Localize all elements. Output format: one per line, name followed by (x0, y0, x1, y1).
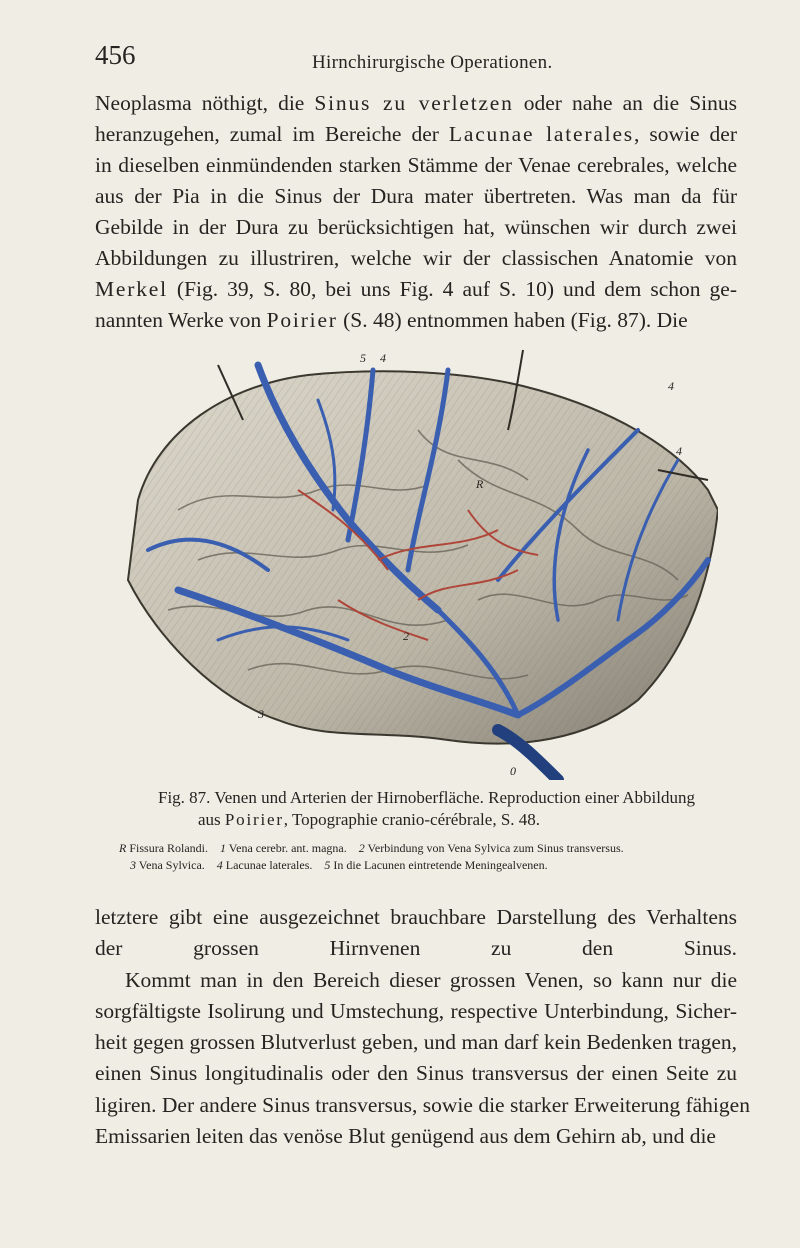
label-R: R (476, 477, 484, 491)
paragraph-bottom (95, 902, 750, 1152)
figure-caption (118, 787, 738, 831)
text-line: der grossen Hirnvenen zu den Sinus. (95, 936, 737, 961)
brain-veins-figure (118, 340, 718, 780)
label-5: 5 (360, 351, 366, 365)
legend-item: 3 Vena Sylvica. (130, 858, 205, 872)
text-line: in dieselben einmündenden starken Stämme der Venae cerebrales, welche (95, 153, 737, 177)
text-line: heranzugehen, zumal im Bereiche der Lacunae laterales, sowie der (95, 122, 737, 146)
legend-row-1 (118, 840, 768, 857)
text-line: heit gegen grossen Blutverlust geben, und man darf kein Bedenken tragen, (95, 1030, 737, 1055)
figure-legend (118, 840, 768, 874)
caption-title: Fig. 87. Venen und Arterien der Hirnoberfläche. Reproduction einer Abbildung (158, 788, 695, 807)
paragraph-top (95, 88, 737, 336)
legend-item: 4 Lacunae laterales. (216, 858, 313, 872)
text-line: Kommt man in den Bereich dieser grossen Venen, so kann nur die (125, 967, 737, 992)
brain-outline (128, 371, 718, 743)
text-line: aus der Pia in die Sinus der Dura mater übertreten. Was man da für (95, 184, 737, 208)
legend-item: 5 In die Lacunen eintretende Meningealvenen. (324, 858, 548, 872)
text-line: Neoplasma nöthigt, die Sinus zu verletzen oder nahe an die Sinus (95, 91, 737, 115)
legend-item: 2 Verbindung von Vena Sylvica zum Sinus transversus. (358, 841, 624, 855)
text-line: einen Sinus longitudinalis oder den Sinus transversus der einen Seite zu (95, 1061, 737, 1086)
label-4-far-right: 4 (676, 444, 682, 458)
running-title: Hirnchirurgische Operationen. (312, 52, 553, 73)
text-line: Abbildungen zu illustriren, welche wir der classischen Anatomie von (95, 246, 737, 270)
page-number: 456 (95, 40, 136, 70)
legend-row-2 (118, 857, 768, 874)
caption-source: aus Poirier, Topographie cranio-cérébrale, S. 48. (198, 810, 541, 829)
text-line: sorgfältigste Isolirung und Umstechung, respective Unterbindung, Sicher- (95, 998, 737, 1023)
text-line: letztere gibt eine ausgezeichnet brauchbare Darstellung des Verhaltens (95, 905, 737, 929)
text-line: Emissarien leiten das venöse Blut genügend aus dem Gehirn ab, und die (95, 1124, 716, 1149)
text-line: ligiren. Der andere Sinus transversus, sowie die starker Erweiterung fähigen (95, 1092, 750, 1117)
label-4-top: 4 (380, 351, 386, 365)
text-line: Merkel (Fig. 39, S. 80, bei uns Fig. 4 auf S. 10) und dem schon ge- (95, 277, 737, 301)
label-0: 0 (510, 764, 516, 778)
label-3: 3 (258, 707, 264, 721)
label-2: 2 (403, 629, 409, 643)
legend-item: 1 Vena cerebr. ant. magna. (220, 841, 347, 855)
legend-item: R Fissura Rolandi. (119, 841, 209, 855)
text-line: Gebilde in der Dura zu berücksichtigen hat, wünschen wir durch zwei (95, 215, 737, 239)
text-line: nannten Werke von Poirier (S. 48) entnommen haben (Fig. 87). Die (95, 308, 688, 332)
label-4-right: 4 (668, 379, 674, 393)
